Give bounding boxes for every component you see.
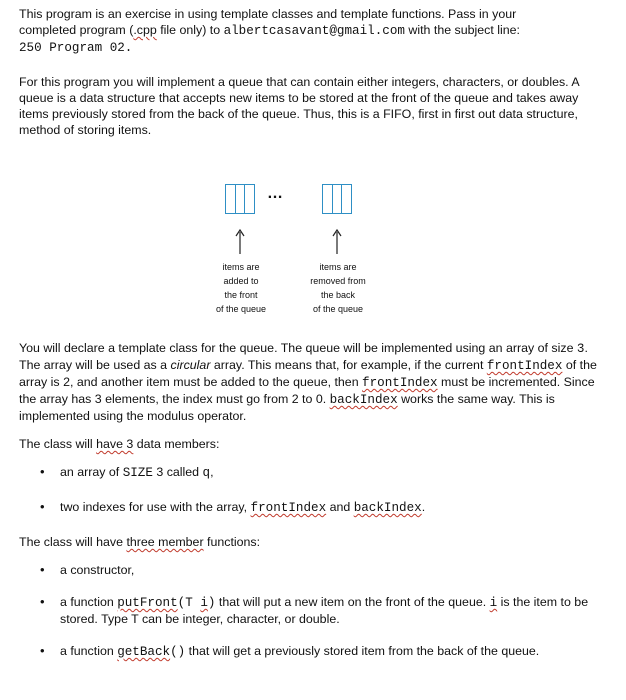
list-item: • two indexes for use with the array, frontIndex and backIndex. (19, 499, 611, 516)
frontindex-term: frontIndex (486, 359, 563, 373)
list-item: • a function getBack() that will get a previously stored item from the back of the queue. (19, 643, 611, 660)
cpp-extension: .cpp (133, 23, 157, 37)
member-functions-heading: The class will have three member functions: (19, 535, 261, 549)
ellipsis: … (267, 185, 284, 202)
frontindex-term: frontIndex (362, 376, 438, 390)
queue-diagram (19, 138, 611, 340)
intro-line-1: This program is an exercise in using template classes and template functions. Pass in your (19, 7, 517, 21)
backindex-term: backIndex (329, 393, 398, 407)
email-address: albertcasavant@gmail.com (223, 24, 405, 38)
document (19, 6, 611, 676)
member-functions-list (19, 562, 611, 660)
subject-line: 250 Program 02. (19, 41, 133, 55)
list-item: • a constructor, (19, 562, 611, 578)
back-array-box (322, 184, 352, 214)
front-array-box (225, 184, 255, 214)
back-caption: items are removed from the back of the queue (310, 262, 366, 314)
front-caption: items are added to the front of the queue (215, 262, 267, 314)
data-members-list (19, 464, 611, 516)
up-arrow-icon (234, 228, 246, 254)
intro-paragraph: This program is an exercise in using template classes and template functions. Pass in your completed program (.cpp file only) to albertcasavant@gmail.com with the subject line: 250 Program 02. (19, 7, 520, 55)
data-members-heading: The class will have 3 data members: (19, 437, 220, 451)
list-item: • a function putFront(T i) that will put a new item on the front of the queue. i is the item to be stored. Type T can be integer, character, or double. (19, 594, 611, 627)
template-class-paragraph: You will declare a template class for the queue. The queue will be implemented using an array of size 3. The array will be used as a circular array. This means that, for example, if the current frontIndex of the array is 2, and another item must be added to the queue, then frontIndex must be incremented. Since the array has 3 elements, the index must go from 2 to 0. backIndex works the same way. This is implemented using the modulus operator. (19, 341, 597, 423)
list-item: • an array of SIZE 3 called q, (19, 464, 611, 481)
queue-description-paragraph: For this program you will implement a queue that can contain either integers, characters, or doubles. A queue is a data structure that accepts new items to be stored at the front of the queue and takes away items previously stored from the back of the queue. Thus, this is a FIFO, first in first out data structure, method of storing items. (19, 75, 579, 137)
up-arrow-icon (331, 228, 343, 254)
